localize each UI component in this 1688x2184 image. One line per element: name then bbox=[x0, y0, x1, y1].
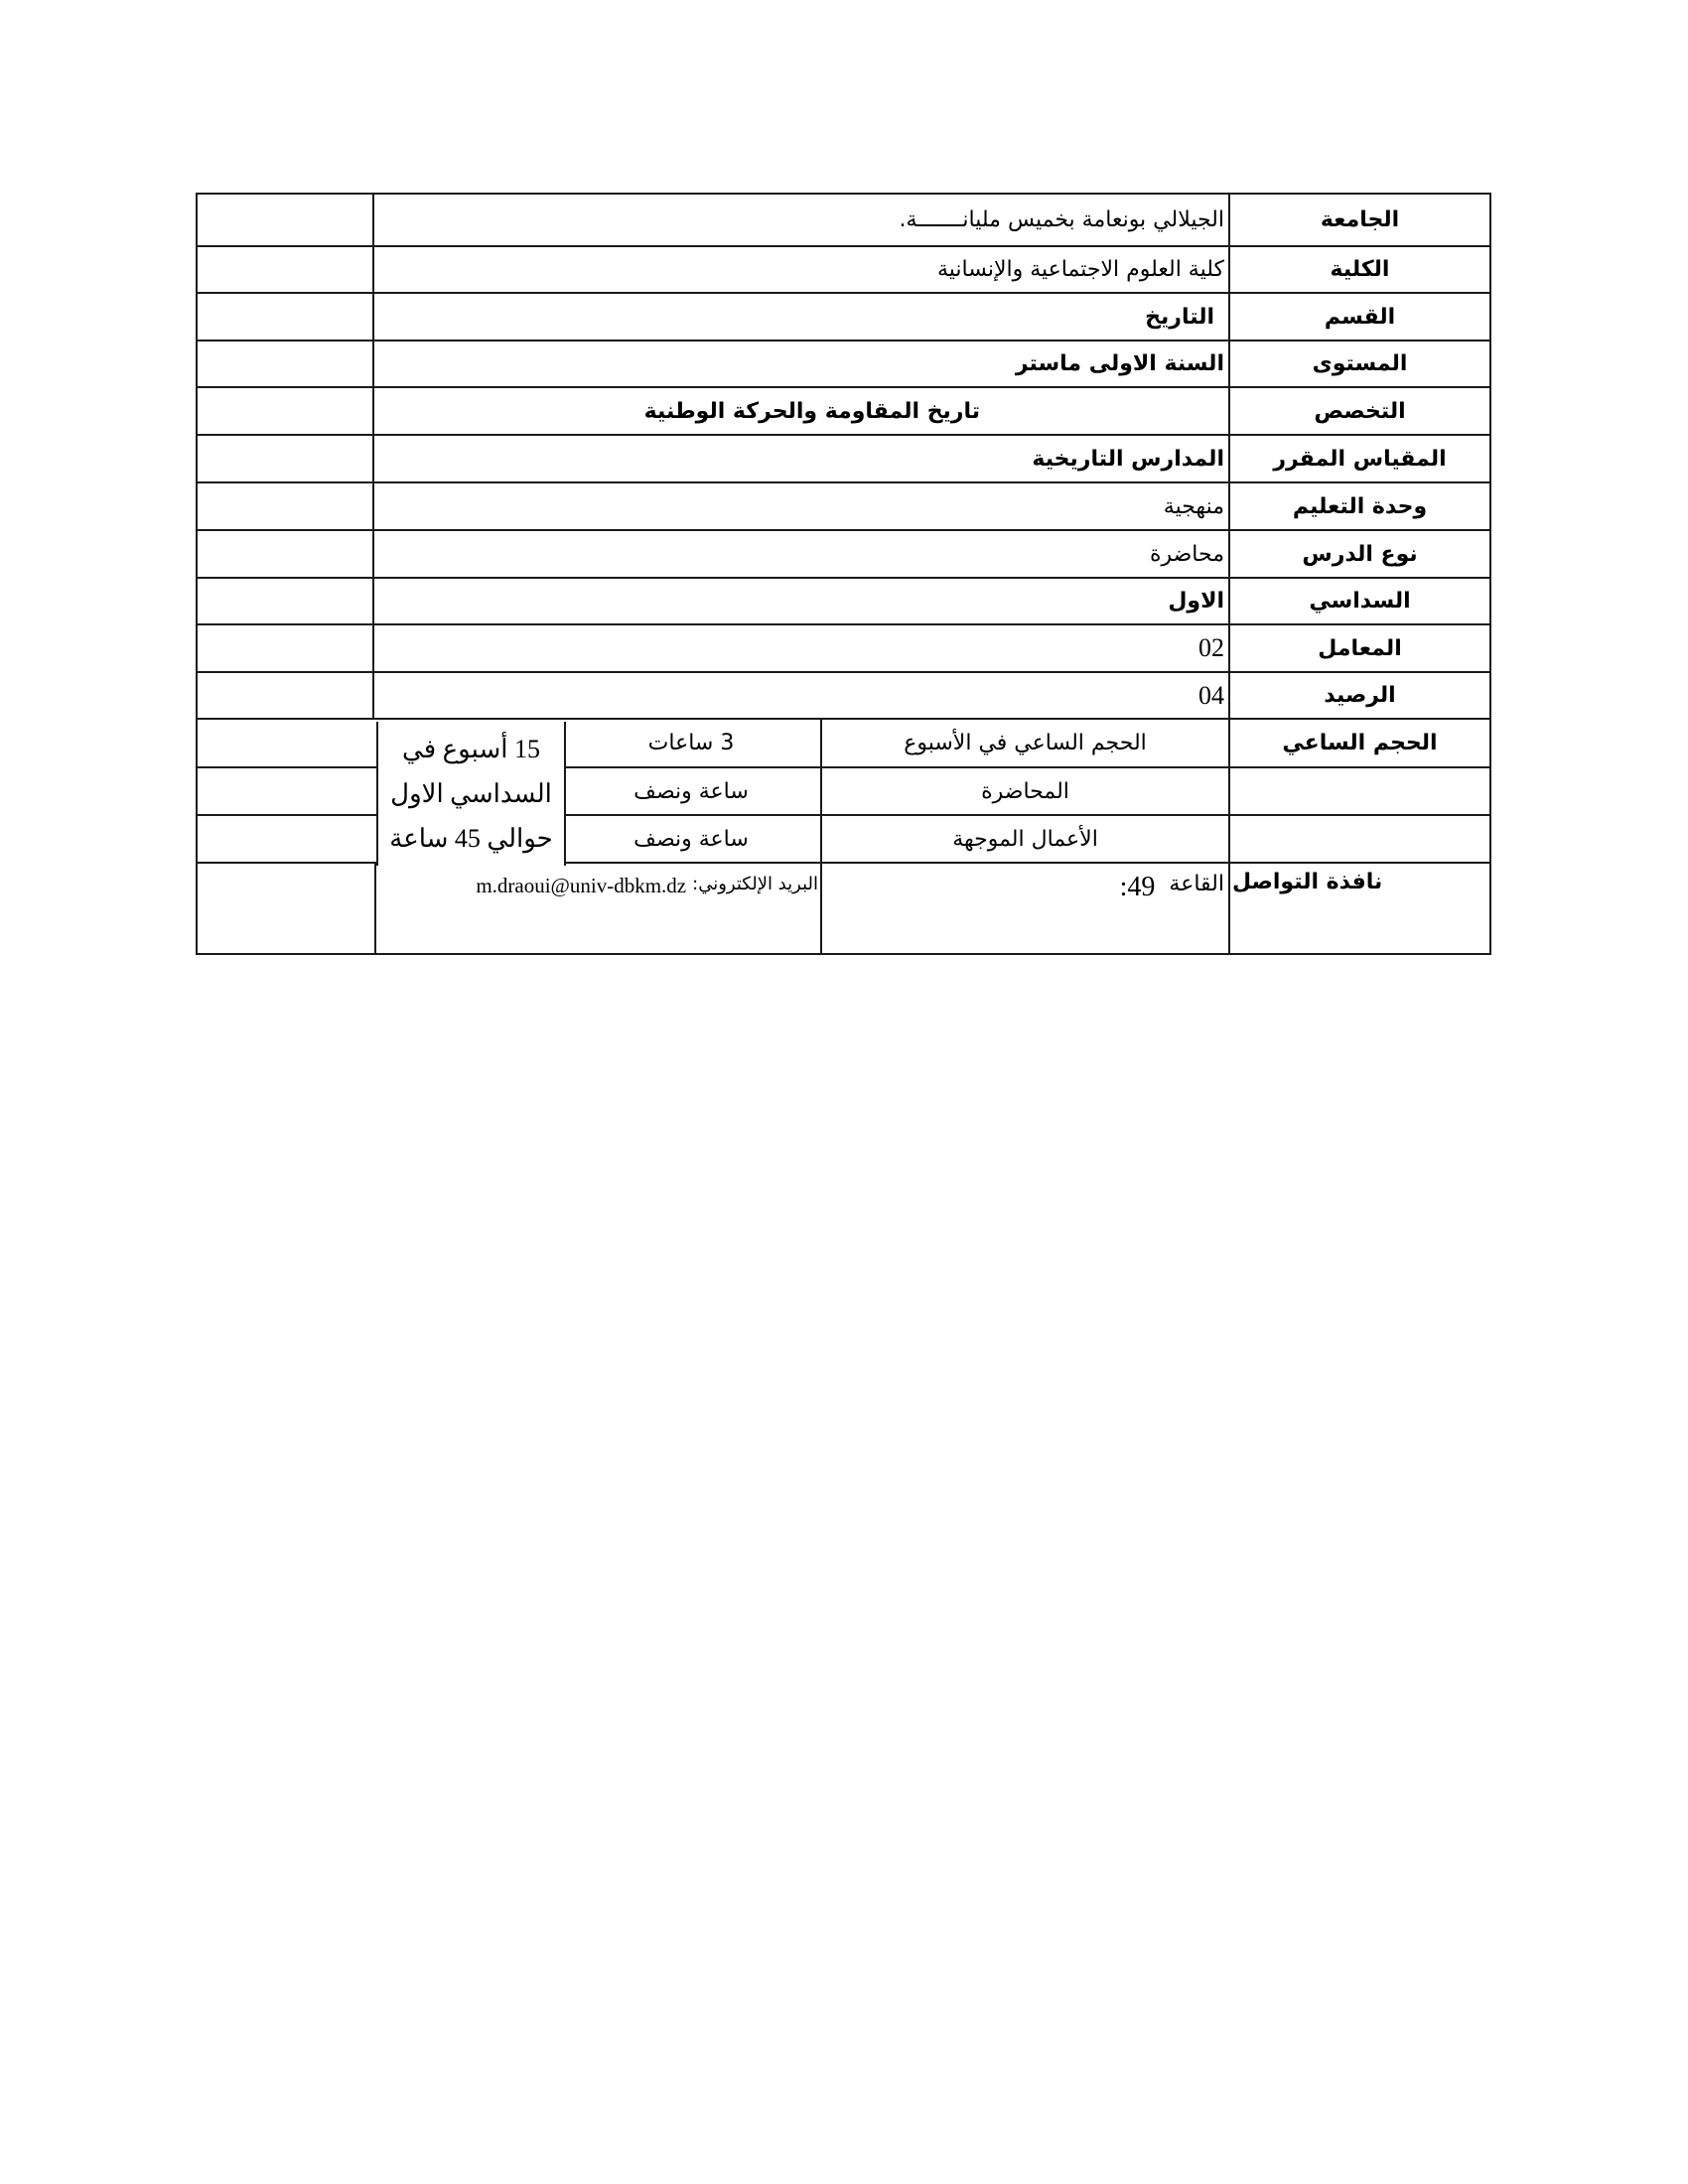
value-lesson-type: محاضرة bbox=[372, 531, 1230, 577]
value-coefficient: 02 bbox=[372, 625, 1230, 671]
label-university: الجامعة bbox=[1320, 207, 1400, 232]
empty-cell bbox=[198, 720, 376, 766]
table-row-university bbox=[198, 195, 1489, 247]
label-semester: السداسي bbox=[1309, 589, 1411, 614]
label-level: المستوى bbox=[1312, 351, 1408, 376]
contact-room bbox=[822, 864, 1230, 953]
label-contact: نافذة التواصل bbox=[1232, 870, 1383, 894]
hourly-hours-lecture: ساعة ونصف bbox=[562, 768, 822, 814]
empty-cell bbox=[198, 864, 376, 953]
label-department: القسم bbox=[1324, 304, 1396, 330]
label-specialty: التخصص bbox=[1314, 398, 1406, 424]
semester-note-line-3: حوالي 45 ساعة bbox=[389, 824, 553, 853]
empty-cell bbox=[198, 531, 376, 577]
table-row-level bbox=[198, 341, 1489, 388]
empty-cell bbox=[198, 436, 376, 481]
value-university: الجيلالي بونعامة بخميس مليانـــــــة. bbox=[372, 195, 1230, 245]
table-row-course bbox=[198, 436, 1489, 483]
value-level: السنة الاولى ماستر bbox=[372, 341, 1230, 386]
label-credits: الرصيد bbox=[1324, 683, 1396, 708]
empty-cell bbox=[198, 816, 376, 862]
label-course: المقياس المقرر bbox=[1273, 446, 1447, 472]
hourly-hours-week: 3 ساعات bbox=[562, 720, 822, 766]
room-label: القاعة bbox=[1169, 872, 1224, 896]
label-empty bbox=[1230, 768, 1489, 814]
hourly-type-tutorial: الأعمال الموجهة bbox=[822, 816, 1230, 862]
contact-email bbox=[372, 864, 822, 953]
table-row-specialty bbox=[198, 388, 1489, 436]
label-hourly-volume: الحجم الساعي bbox=[1282, 731, 1438, 755]
value-credits: 04 bbox=[372, 673, 1230, 718]
hourly-hours-tutorial: ساعة ونصف bbox=[562, 816, 822, 862]
table-row-faculty bbox=[198, 247, 1489, 294]
semester-hours-note bbox=[376, 722, 566, 866]
value-teaching-unit: منهجية bbox=[372, 483, 1230, 529]
empty-cell bbox=[198, 625, 376, 671]
label-coefficient: المعامل bbox=[1318, 635, 1402, 661]
value-semester: الاول bbox=[372, 579, 1230, 623]
empty-cell bbox=[198, 294, 376, 340]
value-course: المدارس التاريخية bbox=[372, 436, 1230, 481]
label-empty bbox=[1230, 816, 1489, 862]
room-value: 49: bbox=[1119, 872, 1156, 902]
course-info-table bbox=[196, 193, 1491, 955]
empty-cell bbox=[198, 247, 376, 292]
table-row-semester bbox=[198, 579, 1489, 625]
table-row-contact bbox=[198, 864, 1489, 953]
semester-note-line-1: 15 أسبوع في bbox=[402, 735, 540, 763]
table-row-department bbox=[198, 294, 1489, 341]
empty-cell bbox=[198, 579, 376, 623]
empty-cell bbox=[198, 768, 376, 814]
email-address[interactable]: m.draoui@univ-dbkm.dz bbox=[476, 874, 687, 897]
value-department: التاريخ bbox=[372, 294, 1230, 340]
hourly-type-week: الحجم الساعي في الأسبوع bbox=[822, 720, 1230, 766]
empty-cell bbox=[198, 483, 376, 529]
empty-cell bbox=[198, 195, 376, 245]
email-label: البريد الإلكتروني: bbox=[692, 874, 818, 894]
value-specialty: تاريخ المقاومة والحركة الوطنية bbox=[372, 388, 1230, 434]
label-faculty: الكلية bbox=[1330, 257, 1390, 282]
empty-cell bbox=[198, 388, 376, 434]
table-row-teaching-unit bbox=[198, 483, 1489, 531]
table-row-coefficient bbox=[198, 625, 1489, 673]
table-row-lesson-type bbox=[198, 531, 1489, 579]
empty-cell bbox=[198, 673, 376, 718]
empty-cell bbox=[198, 341, 376, 386]
semester-note-line-2: السداسي الاول bbox=[390, 779, 552, 808]
label-teaching-unit: وحدة التعليم bbox=[1292, 493, 1428, 519]
label-lesson-type: نوع الدرس bbox=[1302, 541, 1418, 567]
hourly-type-lecture: المحاضرة bbox=[822, 768, 1230, 814]
value-faculty: كلية العلوم الاجتماعية والإنسانية bbox=[372, 247, 1230, 292]
table-row-credits bbox=[198, 673, 1489, 720]
